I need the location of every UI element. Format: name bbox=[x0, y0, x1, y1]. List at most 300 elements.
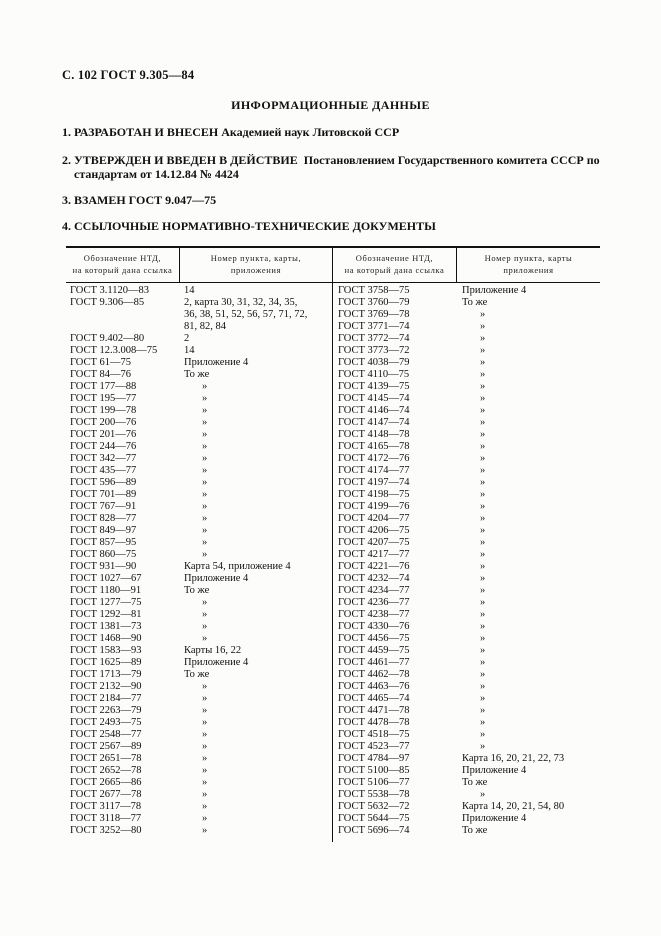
left-doc-cell bbox=[70, 561, 157, 573]
right-doc-cell bbox=[338, 441, 410, 453]
left-item-cell-text: 36, 38, 51, 52, 56, 57, 71, 72, bbox=[184, 309, 308, 320]
right-doc-cell-text: ГОСТ 4465—74 bbox=[338, 693, 410, 704]
right-item-cell bbox=[462, 381, 564, 393]
left-item-cell-text: » bbox=[202, 681, 208, 692]
right-doc-cell-text: ГОСТ 4146—74 bbox=[338, 405, 410, 416]
left-item-cell bbox=[184, 513, 307, 525]
section-4-number: 4. bbox=[62, 219, 71, 233]
right-doc-cell bbox=[338, 765, 410, 777]
right-doc-cell-text: ГОСТ 5538—78 bbox=[338, 789, 410, 800]
right-item-cell-text: » bbox=[480, 357, 486, 368]
left-item-cell bbox=[184, 753, 307, 765]
left-item-cell bbox=[184, 525, 307, 537]
right-doc-cell bbox=[338, 789, 410, 801]
left-doc-column bbox=[70, 285, 157, 837]
left-doc-cell-text: ГОСТ 1468—90 bbox=[70, 633, 142, 644]
right-doc-cell-text: ГОСТ 4462—78 bbox=[338, 669, 410, 680]
right-doc-cell-text: ГОСТ 3771—74 bbox=[338, 321, 410, 332]
left-item-cell-text: » bbox=[202, 525, 208, 536]
left-item-cell-text: » bbox=[202, 765, 208, 776]
left-doc-cell-text: ГОСТ 84—76 bbox=[70, 369, 132, 380]
left-doc-cell bbox=[70, 729, 157, 741]
right-doc-cell-text: ГОСТ 4110—75 bbox=[338, 369, 410, 380]
left-item-cell bbox=[184, 777, 307, 789]
left-doc-cell bbox=[70, 393, 157, 405]
left-item-cell bbox=[184, 489, 307, 501]
left-item-cell-text: » bbox=[202, 777, 208, 788]
right-item-cell-text: » bbox=[480, 657, 486, 668]
right-item-cell-text: » bbox=[480, 561, 486, 572]
left-item-cell-text: » bbox=[202, 825, 208, 836]
right-item-cell bbox=[462, 693, 564, 705]
header-line: на который дана ссылка bbox=[72, 265, 173, 275]
right-item-cell-text: Приложение 4 bbox=[462, 813, 527, 824]
left-doc-cell bbox=[70, 753, 157, 765]
right-item-cell bbox=[462, 441, 564, 453]
left-item-cell-text: 14 bbox=[184, 285, 195, 296]
right-item-cell bbox=[462, 609, 564, 621]
right-item-cell-text: » bbox=[480, 501, 486, 512]
right-item-cell-text: » bbox=[480, 441, 486, 452]
right-doc-cell-text: ГОСТ 4148—78 bbox=[338, 429, 410, 440]
header-line: Обозначение НТД, bbox=[355, 253, 434, 263]
page-header: С. 102 ГОСТ 9.305—84 bbox=[62, 68, 195, 82]
left-doc-cell-text: ГОСТ 596—89 bbox=[70, 477, 137, 488]
left-doc-cell-text: ГОСТ 200—76 bbox=[70, 417, 137, 428]
left-item-cell bbox=[184, 549, 307, 561]
right-doc-cell-text: ГОСТ 4330—76 bbox=[338, 621, 410, 632]
references-table bbox=[66, 246, 600, 842]
right-item-cell-text: » bbox=[480, 573, 486, 584]
header-line: Номер пункта, карты bbox=[484, 253, 573, 263]
right-doc-cell-text: ГОСТ 4204—77 bbox=[338, 513, 410, 524]
right-doc-cell bbox=[338, 405, 410, 417]
header-line: Обозначение НТД, bbox=[83, 253, 162, 263]
right-doc-cell-text: ГОСТ 3760—79 bbox=[338, 297, 410, 308]
left-item-cell bbox=[184, 477, 307, 489]
left-item-cell bbox=[184, 717, 307, 729]
left-item-cell bbox=[184, 309, 307, 321]
left-doc-cell bbox=[70, 309, 157, 321]
left-item-cell-text: » bbox=[202, 717, 208, 728]
right-item-cell-text: » bbox=[480, 705, 486, 716]
left-doc-cell-text: ГОСТ 2652—78 bbox=[70, 765, 142, 776]
right-doc-cell-text: ГОСТ 4147—74 bbox=[338, 417, 410, 428]
left-doc-cell bbox=[70, 597, 157, 609]
right-doc-cell bbox=[338, 477, 410, 489]
right-doc-cell bbox=[338, 513, 410, 525]
left-doc-cell-text: ГОСТ 9.402—80 bbox=[70, 333, 145, 344]
right-item-cell-text: » bbox=[480, 477, 486, 488]
right-item-cell bbox=[462, 789, 564, 801]
right-item-cell bbox=[462, 345, 564, 357]
left-doc-cell bbox=[70, 453, 157, 465]
right-item-cell bbox=[462, 573, 564, 585]
section-3-heading: ВЗАМЕН ГОСТ 9.047—75 bbox=[74, 193, 217, 207]
left-doc-cell-text: ГОСТ 1027—67 bbox=[70, 573, 142, 584]
left-item-cell bbox=[184, 597, 307, 609]
right-doc-cell bbox=[338, 297, 410, 309]
left-item-cell-text: То же bbox=[184, 585, 210, 596]
section-3 bbox=[62, 193, 607, 207]
right-doc-cell-text: ГОСТ 4198—75 bbox=[338, 489, 410, 500]
left-doc-cell bbox=[70, 813, 157, 825]
left-item-cell-text: » bbox=[202, 513, 208, 524]
right-doc-cell bbox=[338, 801, 410, 813]
right-item-cell bbox=[462, 405, 564, 417]
right-item-cell-text: » bbox=[480, 633, 486, 644]
left-doc-cell-text: ГОСТ 1292—81 bbox=[70, 609, 142, 620]
right-item-cell bbox=[462, 801, 564, 813]
left-item-cell bbox=[184, 405, 307, 417]
right-doc-cell bbox=[338, 525, 410, 537]
left-doc-cell-text: ГОСТ 2548—77 bbox=[70, 729, 142, 740]
right-doc-cell-text: ГОСТ 4238—77 bbox=[338, 609, 410, 620]
right-item-cell bbox=[462, 297, 564, 309]
left-doc-cell bbox=[70, 345, 157, 357]
left-doc-cell-text: ГОСТ 177—88 bbox=[70, 381, 137, 392]
right-item-cell bbox=[462, 453, 564, 465]
right-doc-cell bbox=[338, 369, 410, 381]
right-item-cell-text: » bbox=[480, 393, 486, 404]
right-item-cell bbox=[462, 357, 564, 369]
left-item-cell-text: » bbox=[202, 801, 208, 812]
right-doc-cell-text: ГОСТ 4234—77 bbox=[338, 585, 410, 596]
right-doc-cell-text: ГОСТ 4199—76 bbox=[338, 501, 410, 512]
right-item-cell-text: Карта 14, 20, 21, 54, 80 bbox=[462, 801, 565, 812]
left-doc-cell bbox=[70, 765, 157, 777]
right-doc-cell-text: ГОСТ 3769—78 bbox=[338, 309, 410, 320]
right-item-cell-text: » bbox=[480, 645, 486, 656]
left-item-cell bbox=[184, 453, 307, 465]
right-doc-cell bbox=[338, 741, 410, 753]
left-item-cell-text: » bbox=[202, 549, 208, 560]
left-item-cell-text: » bbox=[202, 741, 208, 752]
right-item-cell-text: » bbox=[480, 453, 486, 464]
left-item-cell bbox=[184, 573, 307, 585]
left-doc-cell-text: ГОСТ 2493—75 bbox=[70, 717, 142, 728]
right-item-cell bbox=[462, 465, 564, 477]
right-doc-cell bbox=[338, 393, 410, 405]
header-line: на который дана ссылка bbox=[344, 265, 445, 275]
right-doc-cell-text: ГОСТ 5644—75 bbox=[338, 813, 410, 824]
right-doc-cell bbox=[338, 561, 410, 573]
section-2-number: 2. bbox=[62, 153, 71, 167]
right-doc-cell-text: ГОСТ 3772—74 bbox=[338, 333, 410, 344]
right-item-cell bbox=[462, 741, 564, 753]
left-item-column bbox=[184, 285, 307, 837]
right-doc-column bbox=[338, 285, 410, 837]
left-doc-cell bbox=[70, 525, 157, 537]
left-doc-cell-text: ГОСТ 1713—79 bbox=[70, 669, 142, 680]
left-item-cell-text: » bbox=[202, 405, 208, 416]
left-item-cell bbox=[184, 441, 307, 453]
right-item-cell bbox=[462, 561, 564, 573]
left-doc-cell bbox=[70, 777, 157, 789]
header-item-right bbox=[457, 252, 600, 276]
right-doc-cell-text: ГОСТ 4459—75 bbox=[338, 645, 410, 656]
section-1 bbox=[62, 125, 607, 139]
right-item-cell-text: » bbox=[480, 465, 486, 476]
left-item-cell-text: » bbox=[202, 813, 208, 824]
right-doc-cell bbox=[338, 417, 410, 429]
header-line: приложения bbox=[230, 265, 282, 275]
left-item-cell-text: » bbox=[202, 429, 208, 440]
left-doc-cell bbox=[70, 645, 157, 657]
left-doc-cell-text: ГОСТ 2263—79 bbox=[70, 705, 142, 716]
right-doc-cell bbox=[338, 729, 410, 741]
right-item-cell-text: » bbox=[480, 429, 486, 440]
left-doc-cell-text: ГОСТ 61—75 bbox=[70, 357, 132, 368]
right-item-cell-text: » bbox=[480, 345, 486, 356]
left-doc-cell bbox=[70, 633, 157, 645]
left-doc-cell bbox=[70, 465, 157, 477]
left-item-cell bbox=[184, 585, 307, 597]
left-item-cell-text: 14 bbox=[184, 345, 195, 356]
right-doc-cell-text: ГОСТ 5696—74 bbox=[338, 825, 410, 836]
right-doc-cell bbox=[338, 813, 410, 825]
right-item-cell bbox=[462, 393, 564, 405]
right-doc-cell-text: ГОСТ 4523—77 bbox=[338, 741, 410, 752]
left-doc-cell bbox=[70, 513, 157, 525]
left-item-cell bbox=[184, 561, 307, 573]
left-doc-cell-text: ГОСТ 1583—93 bbox=[70, 645, 142, 656]
right-item-cell bbox=[462, 321, 564, 333]
left-item-cell-text: » bbox=[202, 477, 208, 488]
left-doc-cell bbox=[70, 537, 157, 549]
right-item-cell-text: » bbox=[480, 621, 486, 632]
left-item-cell bbox=[184, 285, 307, 297]
section-3-number: 3. bbox=[62, 193, 71, 207]
left-item-cell-text: » bbox=[202, 597, 208, 608]
left-item-cell-text: » bbox=[202, 705, 208, 716]
left-doc-cell-text: ГОСТ 244—76 bbox=[70, 441, 137, 452]
left-item-cell bbox=[184, 345, 307, 357]
right-doc-cell-text: ГОСТ 4784—97 bbox=[338, 753, 410, 764]
right-item-cell-text: » bbox=[480, 729, 486, 740]
right-item-cell-text: » bbox=[480, 693, 486, 704]
left-doc-cell bbox=[70, 681, 157, 693]
right-doc-cell-text: ГОСТ 3758—75 bbox=[338, 285, 410, 296]
right-item-cell-text: » bbox=[480, 513, 486, 524]
right-item-cell-text: Приложение 4 bbox=[462, 765, 527, 776]
right-item-cell-text: » bbox=[480, 321, 486, 332]
table-header-rule bbox=[66, 282, 600, 283]
left-item-cell bbox=[184, 321, 307, 333]
right-doc-cell bbox=[338, 309, 410, 321]
left-doc-cell-text: ГОСТ 3118—77 bbox=[70, 813, 142, 824]
section-2 bbox=[62, 153, 607, 181]
right-doc-cell bbox=[338, 381, 410, 393]
left-doc-cell bbox=[70, 573, 157, 585]
left-item-cell bbox=[184, 813, 307, 825]
right-item-cell bbox=[462, 525, 564, 537]
right-doc-cell-text: ГОСТ 4139—75 bbox=[338, 381, 410, 392]
section-2-continuation: стандартам от 14.12.84 № 4424 bbox=[74, 167, 239, 181]
right-doc-cell bbox=[338, 669, 410, 681]
left-doc-cell-text: ГОСТ 701—89 bbox=[70, 489, 137, 500]
left-doc-cell-text: ГОСТ 2677—78 bbox=[70, 789, 142, 800]
right-item-cell-text: » bbox=[480, 717, 486, 728]
left-item-cell-text: » bbox=[202, 753, 208, 764]
right-item-cell-text: » bbox=[480, 405, 486, 416]
right-item-cell-text: То же bbox=[462, 777, 488, 788]
right-doc-cell-text: ГОСТ 4207—75 bbox=[338, 537, 410, 548]
right-item-cell-text: » bbox=[480, 381, 486, 392]
right-item-cell-text: Карта 16, 20, 21, 22, 73 bbox=[462, 753, 565, 764]
left-item-cell-text: Карты 16, 22 bbox=[184, 645, 242, 656]
right-item-cell-text: » bbox=[480, 489, 486, 500]
left-doc-cell-text: ГОСТ 931—90 bbox=[70, 561, 137, 572]
section-2-text: Постановлением Государственного комитета СССР по bbox=[303, 153, 600, 167]
left-item-cell-text: То же bbox=[184, 369, 210, 380]
left-item-cell-text: » bbox=[202, 417, 208, 428]
left-item-cell bbox=[184, 741, 307, 753]
header-line: Номер пункта, карты, bbox=[210, 253, 302, 263]
right-doc-cell bbox=[338, 453, 410, 465]
right-item-cell-text: » bbox=[480, 525, 486, 536]
left-item-cell-text: 81, 82, 84 bbox=[184, 321, 226, 332]
info-title: ИНФОРМАЦИОННЫЕ ДАННЫЕ bbox=[231, 98, 430, 112]
right-doc-cell-text: ГОСТ 4165—78 bbox=[338, 441, 410, 452]
right-doc-cell bbox=[338, 705, 410, 717]
right-item-cell-text: » bbox=[480, 597, 486, 608]
right-item-cell bbox=[462, 765, 564, 777]
right-item-cell bbox=[462, 597, 564, 609]
right-doc-cell-text: ГОСТ 4038—79 bbox=[338, 357, 410, 368]
left-item-cell bbox=[184, 789, 307, 801]
left-item-cell bbox=[184, 669, 307, 681]
left-doc-cell bbox=[70, 333, 157, 345]
right-doc-cell-text: ГОСТ 4172—76 bbox=[338, 453, 410, 464]
left-doc-cell-text: ГОСТ 2651—78 bbox=[70, 753, 142, 764]
right-item-cell bbox=[462, 309, 564, 321]
left-doc-cell-text: ГОСТ 1180—91 bbox=[70, 585, 142, 596]
left-item-cell bbox=[184, 681, 307, 693]
left-item-cell bbox=[184, 801, 307, 813]
left-item-cell bbox=[184, 645, 307, 657]
right-item-column bbox=[462, 285, 564, 837]
left-doc-cell-text: ГОСТ 767—91 bbox=[70, 501, 137, 512]
left-item-cell-text: Приложение 4 bbox=[184, 357, 249, 368]
right-doc-cell bbox=[338, 489, 410, 501]
left-item-cell bbox=[184, 537, 307, 549]
left-item-cell bbox=[184, 333, 307, 345]
left-item-cell-text: Приложение 4 bbox=[184, 657, 249, 668]
left-item-cell bbox=[184, 381, 307, 393]
left-doc-cell bbox=[70, 357, 157, 369]
left-doc-cell-text: ГОСТ 2665—86 bbox=[70, 777, 142, 788]
right-item-cell bbox=[462, 681, 564, 693]
left-item-cell-text: » bbox=[202, 465, 208, 476]
left-item-cell-text: » bbox=[202, 381, 208, 392]
right-item-cell bbox=[462, 417, 564, 429]
left-doc-cell-text: ГОСТ 857—95 bbox=[70, 537, 137, 548]
right-item-cell bbox=[462, 657, 564, 669]
left-item-cell-text: » bbox=[202, 633, 208, 644]
right-doc-cell-text: ГОСТ 5100—85 bbox=[338, 765, 410, 776]
section-4 bbox=[62, 219, 607, 233]
left-item-cell-text: » bbox=[202, 441, 208, 452]
right-item-cell-text: » bbox=[480, 333, 486, 344]
right-item-cell bbox=[462, 777, 564, 789]
right-item-cell bbox=[462, 717, 564, 729]
left-doc-cell bbox=[70, 693, 157, 705]
right-item-cell-text: » bbox=[480, 417, 486, 428]
header-item-left bbox=[180, 252, 332, 276]
right-item-cell-text: » bbox=[480, 681, 486, 692]
left-doc-cell bbox=[70, 477, 157, 489]
left-doc-cell-text: ГОСТ 1277—75 bbox=[70, 597, 142, 608]
left-item-cell-text: 2, карта 30, 31, 32, 34, 35, bbox=[184, 297, 298, 308]
left-doc-cell bbox=[70, 801, 157, 813]
right-doc-cell bbox=[338, 285, 410, 297]
right-item-cell-text: » bbox=[480, 669, 486, 680]
left-item-cell-text: 2 bbox=[184, 333, 190, 344]
left-item-cell bbox=[184, 609, 307, 621]
left-item-cell bbox=[184, 825, 307, 837]
left-item-cell-text: » bbox=[202, 789, 208, 800]
left-item-cell-text: » bbox=[202, 489, 208, 500]
right-doc-cell bbox=[338, 717, 410, 729]
left-doc-cell bbox=[70, 657, 157, 669]
left-item-cell-text: » bbox=[202, 393, 208, 404]
left-doc-cell-text: ГОСТ 860—75 bbox=[70, 549, 137, 560]
left-doc-cell-text: ГОСТ 3117—78 bbox=[70, 801, 142, 812]
left-item-cell bbox=[184, 357, 307, 369]
section-1-text: Академией наук Литовской ССР bbox=[221, 125, 400, 139]
left-doc-cell-text: ГОСТ 1625—89 bbox=[70, 657, 142, 668]
right-doc-cell-text: ГОСТ 5106—77 bbox=[338, 777, 410, 788]
header-doc-left bbox=[66, 252, 179, 276]
left-item-cell-text: Приложение 4 bbox=[184, 573, 249, 584]
right-doc-cell bbox=[338, 321, 410, 333]
right-doc-cell bbox=[338, 621, 410, 633]
right-item-cell-text: » bbox=[480, 789, 486, 800]
right-doc-cell-text: ГОСТ 4174—77 bbox=[338, 465, 410, 476]
right-item-cell-text: » bbox=[480, 609, 486, 620]
left-doc-cell bbox=[70, 369, 157, 381]
left-item-cell-text: То же bbox=[184, 669, 210, 680]
right-doc-cell bbox=[338, 777, 410, 789]
section-4-heading: ССЫЛОЧНЫЕ НОРМАТИВНО-ТЕХНИЧЕСКИЕ ДОКУМЕНТЫ bbox=[74, 219, 436, 233]
left-doc-cell bbox=[70, 669, 157, 681]
right-item-cell bbox=[462, 477, 564, 489]
right-doc-cell bbox=[338, 825, 410, 837]
right-item-cell bbox=[462, 489, 564, 501]
right-doc-cell bbox=[338, 573, 410, 585]
left-doc-cell-text: ГОСТ 3252—80 bbox=[70, 825, 142, 836]
left-doc-cell bbox=[70, 609, 157, 621]
left-item-cell bbox=[184, 765, 307, 777]
right-item-cell bbox=[462, 825, 564, 837]
left-doc-cell-text: ГОСТ 2184—77 bbox=[70, 693, 142, 704]
right-doc-cell bbox=[338, 645, 410, 657]
right-doc-cell-text: ГОСТ 4463—76 bbox=[338, 681, 410, 692]
right-doc-cell bbox=[338, 753, 410, 765]
right-doc-cell bbox=[338, 633, 410, 645]
left-doc-cell bbox=[70, 501, 157, 513]
left-item-cell bbox=[184, 657, 307, 669]
left-doc-cell-text: ГОСТ 12.3.008—75 bbox=[70, 345, 158, 356]
right-item-cell bbox=[462, 813, 564, 825]
right-item-cell bbox=[462, 585, 564, 597]
right-doc-cell-text: ГОСТ 5632—72 bbox=[338, 801, 410, 812]
right-item-cell-text: То же bbox=[462, 825, 488, 836]
right-doc-cell-text: ГОСТ 4206—75 bbox=[338, 525, 410, 536]
left-doc-cell bbox=[70, 417, 157, 429]
left-doc-cell-text: ГОСТ 3.1120—83 bbox=[70, 285, 150, 296]
